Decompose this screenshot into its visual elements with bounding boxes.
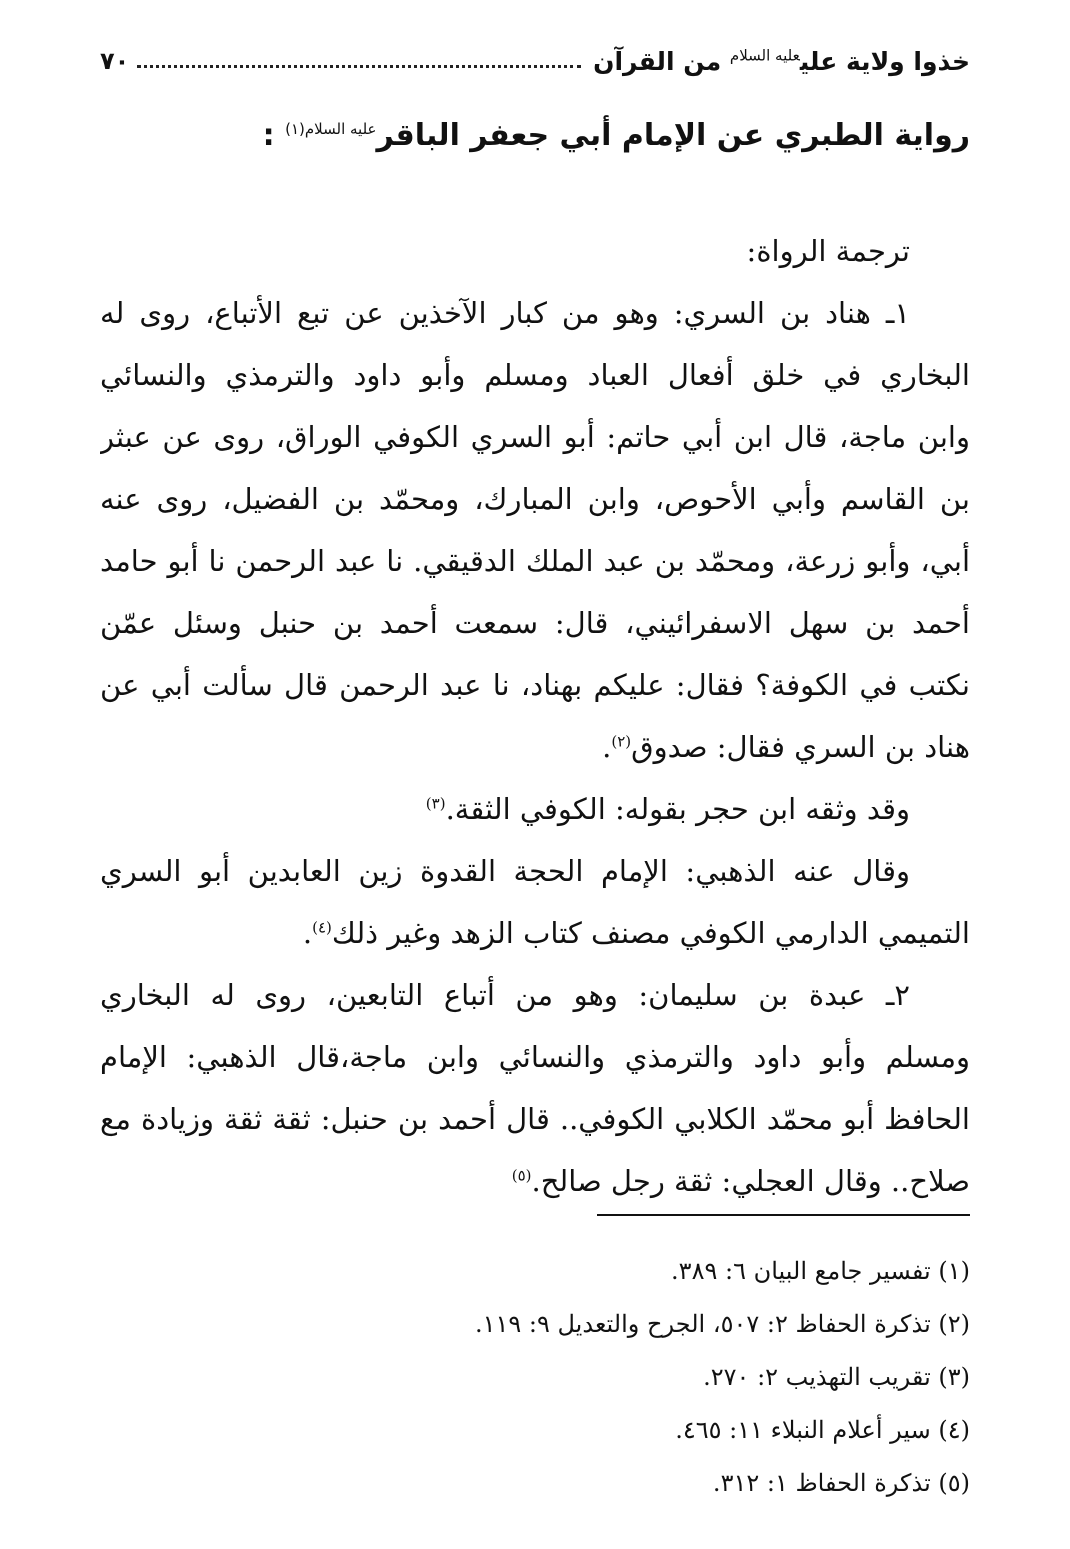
section-heading: رواية الطبري عن الإمام أبي جعفر الباقر$^{عليه السلام(١)}$ : <box>262 118 970 153</box>
running-header <box>100 38 970 84</box>
text-line: أحمد بن سهل الاسفرائيني، قال: سمعت أحمد بن حنبل وسئل عمّن <box>100 606 970 640</box>
footnote-ref-2: (٢) <box>611 732 632 751</box>
footnote: (٥) تذكرة الحفاظ ١: ٣١٢. <box>712 1469 970 1497</box>
narrators-subheading: ترجمة الرواة: <box>746 234 910 268</box>
footnotes <box>100 1245 970 1510</box>
text-line: ٢ـ عبدة بن سليمان: وهو من أتباع التابعين، روى له البخاري <box>100 978 910 1012</box>
text-line: الحافظ أبو محمّد الكلابي الكوفي.. قال أحمد بن حنبل: ثقة ثقة وزيادة مع <box>100 1102 970 1136</box>
footnote: (٣) تقريب التهذيب ٢: ٢٧٠. <box>703 1363 970 1391</box>
footnote-ref-3: (٣) <box>425 794 446 813</box>
text-line: وقد وثقه ابن حجر بقوله: الكوفي الثقة.$^{(٣)}$ <box>425 792 910 826</box>
text-line: صلاح.. وقال العجلي: ثقة رجل صالح.$^{(٥)}$ <box>511 1164 970 1198</box>
footnote-ref-1: (١) <box>285 120 305 138</box>
text-line: نكتب في الكوفة؟ فقال: عليكم بهناد، نا عبد الرحمن قال سألت أبي عن <box>100 668 970 702</box>
body-text <box>100 220 970 1212</box>
text-line: ١ـ هناد بن السري: وهو من كبار الآخذين عن تبع الأتباع، روى له <box>100 296 910 330</box>
footnote-ref-5: (٥) <box>511 1166 532 1185</box>
text-line: ومسلم وأبو داود والترمذي والنسائي وابن ماجة،قال الذهبي: الإمام <box>100 1040 970 1074</box>
text-line: وقال عنه الذهبي: الإمام الحجة القدوة زين العابدين أبو السري <box>100 854 910 888</box>
footnote: (١) تفسير جامع البيان ٦: ٣٨٩. <box>671 1257 970 1285</box>
footnote-ref-4: (٤) <box>312 918 332 937</box>
page-number: ٧٠ <box>100 47 130 75</box>
text-line: بن القاسم وأبي الأحوص، وابن المبارك، ومحمّد بن الفضيل، روى عنه <box>100 482 970 516</box>
header-honorific: عليه السلام <box>729 46 800 65</box>
leader-dots <box>137 65 581 68</box>
heading-honorific: عليه السلام <box>304 120 377 138</box>
header-title: خذوا ولاية علي$^{عليه السلام}$ من القرآن <box>593 46 970 76</box>
footnote-separator <box>597 1214 970 1216</box>
text-line: التميمي الدارمي الكوفي مصنف كتاب الزهد وغير ذلك$^{(٤)}$. <box>302 916 970 950</box>
footnote: (٤) سير أعلام النبلاء ١١: ٤٦٥. <box>675 1416 970 1444</box>
text-line: هناد بن السري فقال: صدوق$^{(٢)}$. <box>602 730 970 764</box>
text-line: وابن ماجة، قال ابن أبي حاتم: أبو السري الكوفي الوراق، روى عن عبثر <box>100 420 970 454</box>
text-line: البخاري في خلق أفعال العباد ومسلم وأبو داود والترمذي والنسائي <box>100 358 970 392</box>
text-line: أبي، وأبو زرعة، ومحمّد بن عبد الملك الدقيقي. نا عبد الرحمن نا أبو حامد <box>100 544 970 578</box>
footnote: (٢) تذكرة الحفاظ ٢: ٥٠٧، الجرح والتعديل ٩: ١١٩. <box>474 1310 970 1338</box>
